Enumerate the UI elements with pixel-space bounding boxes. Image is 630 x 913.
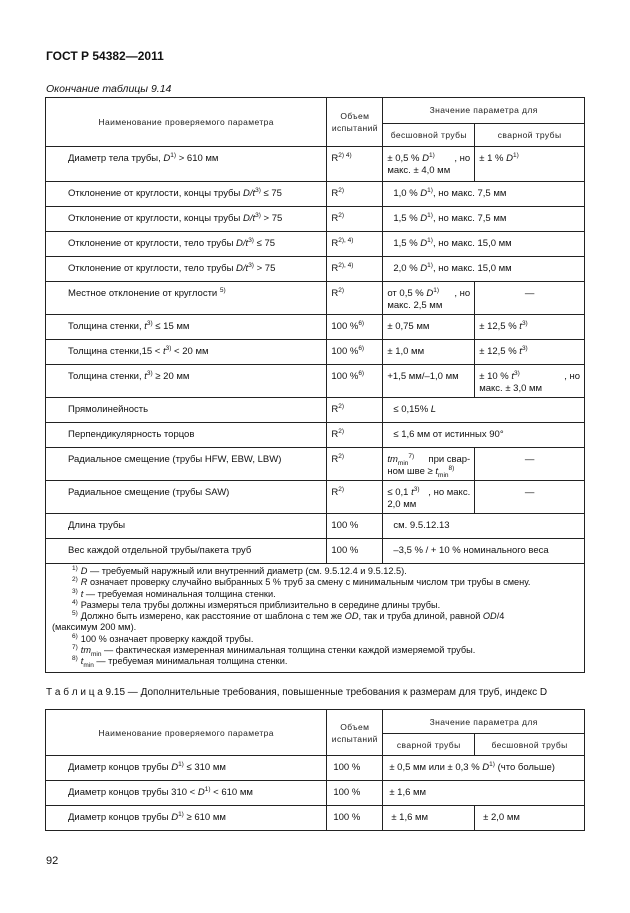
text-vol_sup: 2) xyxy=(338,186,345,194)
param-cell xyxy=(46,257,327,282)
param-cell xyxy=(46,315,327,340)
text-span1: 2,0 % xyxy=(393,263,421,274)
text-a1: ± 0,75 мм xyxy=(387,321,430,332)
text-p1: Диаметр концов трубы 310 < xyxy=(68,787,198,798)
text-p_i: t xyxy=(163,346,166,357)
text-vol: 100 % xyxy=(333,812,361,823)
text-p_i: t xyxy=(144,371,147,382)
text-vol: R xyxy=(331,487,339,498)
col-seamless-header: бесшовной трубы xyxy=(383,123,475,146)
text-p_sup: 3) xyxy=(165,344,172,352)
text-sup: 2) xyxy=(72,576,78,584)
text-vol: R xyxy=(331,263,339,274)
col-welded-header: сварной трубы xyxy=(475,123,585,146)
col-volume-header: Объем испытаний xyxy=(327,98,383,147)
value-cell xyxy=(383,539,585,564)
text-a1: ± 0,5 % xyxy=(387,153,423,164)
text-vol: R xyxy=(331,454,339,465)
text-p1: Толщина стенки,15 < xyxy=(68,346,163,357)
volume-cell xyxy=(327,423,383,448)
text-span_i: D xyxy=(420,238,428,249)
text-text: — требуемая номинальная толщина стенки. xyxy=(83,588,276,599)
text-a_i: D xyxy=(426,288,434,299)
volume-cell xyxy=(327,340,383,365)
value-cell xyxy=(383,514,585,539)
text-p2: ≥ 610 мм xyxy=(183,812,226,823)
text-text: Должно быть измерено, как расстояние от шаблона с тем же xyxy=(80,611,345,622)
text-p1: Длина трубы xyxy=(68,520,126,531)
text-a2: при свар- xyxy=(428,454,471,465)
footnote xyxy=(52,611,578,622)
text-p2: < 20 мм xyxy=(171,346,209,357)
t2-col-volume-header: Объем испытаний xyxy=(327,710,383,756)
t2-col-param-header: Наименование проверяемого параметра xyxy=(46,710,327,756)
text-p2: < 610 мм xyxy=(210,787,253,798)
text-span1: 1,0 % xyxy=(393,188,421,199)
text-text2: , так и труба длиной, равной xyxy=(358,611,483,622)
table-9-14 xyxy=(45,97,585,673)
value-cell xyxy=(383,756,585,781)
text-vol: 100 % xyxy=(331,321,359,332)
text-a_sup: 7) xyxy=(408,452,415,460)
volume-cell xyxy=(327,481,383,514)
text-a_sup: 1) xyxy=(433,286,440,294)
text-b_sup: 1) xyxy=(512,151,519,159)
text-p_sup: 1) xyxy=(178,810,184,818)
table-row xyxy=(46,539,585,564)
caption-prefix: Т а б л и ц а 9.15 xyxy=(46,687,126,698)
text-a1: +1,5 мм/–1,0 мм xyxy=(387,371,459,382)
welded-value-cell xyxy=(475,448,585,481)
table-row xyxy=(46,207,585,232)
welded-value-cell xyxy=(475,282,585,315)
param-cell xyxy=(46,481,327,514)
text-span1: ± 1,6 мм xyxy=(389,787,427,798)
text-p_i: D/t xyxy=(236,238,249,249)
text-sup: 1) xyxy=(72,564,78,572)
table-row xyxy=(46,756,585,781)
welded-value-cell xyxy=(383,806,475,831)
text-a2: , но макс. xyxy=(428,487,471,498)
text-span_sup: 1) xyxy=(427,261,433,269)
param-cell xyxy=(46,282,327,315)
text-b_sup: 3) xyxy=(514,369,520,377)
text-p_i: D/t xyxy=(242,188,256,199)
text-i: R xyxy=(80,577,88,588)
footnote xyxy=(52,634,578,645)
text-vol: 100 % xyxy=(331,371,359,382)
param-cell xyxy=(46,398,327,423)
text-vol: 100 % xyxy=(331,520,359,531)
text-span_sup: 1) xyxy=(427,186,433,194)
welded-value-cell xyxy=(475,365,585,398)
text-text3: /4 xyxy=(496,611,505,622)
text-p1: Диаметр тела трубы, xyxy=(68,153,164,164)
footnote xyxy=(52,577,578,588)
text-vol: R xyxy=(331,429,339,440)
param-cell xyxy=(46,423,327,448)
text-p_sup: 3) xyxy=(255,211,261,219)
text-a_i: t xyxy=(411,487,414,498)
text-p_i: D xyxy=(163,153,171,164)
text-a3_sub: min xyxy=(438,471,449,479)
welded-value-cell xyxy=(475,147,585,182)
volume-cell xyxy=(327,756,383,781)
text-p_i: t xyxy=(144,321,147,332)
text-p_sup: 3) xyxy=(146,369,153,377)
text-vol: 100 % xyxy=(331,545,359,556)
param-cell xyxy=(46,182,327,207)
text-b1: — xyxy=(524,454,535,465)
text-b3: макс. ± 3,0 мм xyxy=(479,383,543,394)
text-b_i: t xyxy=(519,321,522,332)
table-row xyxy=(46,232,585,257)
text-b1: ± 10 % xyxy=(479,371,512,382)
text-span1: ≤ 0,15% xyxy=(393,404,431,415)
value-cell xyxy=(383,257,585,282)
text-vol_sup: 2), 4) xyxy=(338,261,354,269)
text-p_sup: 3) xyxy=(146,319,153,327)
text-vol: 100 % xyxy=(333,762,361,773)
text-text: Размеры тела трубы должны измеряться приблизительно в середине длины трубы. xyxy=(80,599,441,610)
text-text: — требуемая минимальная толщина стенки. xyxy=(93,656,288,667)
text-p2: ≤ 75 xyxy=(260,188,282,199)
table-row xyxy=(46,423,585,448)
text-p_sup: 5) xyxy=(219,286,226,294)
volume-cell xyxy=(327,207,383,232)
volume-cell xyxy=(327,257,383,282)
text-span2: , но макс. 7,5 мм xyxy=(432,188,507,199)
text-span1: см. 9.5.12.13 xyxy=(393,520,450,531)
table-row xyxy=(46,315,585,340)
footnote xyxy=(52,589,578,600)
text-b1: ± 2,0 мм xyxy=(483,812,520,823)
text-a_i: D xyxy=(422,153,430,164)
text-p2: ≤ 310 мм xyxy=(183,762,226,773)
seamless-value-cell xyxy=(383,282,475,315)
value-cell xyxy=(383,781,585,806)
t2-col-value-header: Значение параметра для xyxy=(383,710,585,734)
param-cell xyxy=(46,448,327,481)
seamless-value-cell xyxy=(383,448,475,481)
value-cell xyxy=(383,232,585,257)
text-span1: 1,5 % xyxy=(393,238,421,249)
text-vol_sup: 6) xyxy=(358,344,365,352)
text-span2: (что больше) xyxy=(494,762,555,773)
text-a3: макс. 2,5 мм xyxy=(387,300,443,311)
seamless-value-cell xyxy=(383,481,475,514)
table-row xyxy=(46,398,585,423)
volume-cell xyxy=(327,514,383,539)
text-vol_sup: 2) xyxy=(338,427,345,435)
text-sub: min xyxy=(91,650,102,658)
text-span1: –3,5 % / + 10 % номинального веса xyxy=(393,545,549,556)
table-row xyxy=(46,448,585,481)
text-span_i: D xyxy=(420,263,428,274)
page-number: 92 xyxy=(46,855,59,867)
table-row xyxy=(46,365,585,398)
table-row xyxy=(46,806,585,831)
seamless-value-cell xyxy=(383,340,475,365)
volume-cell xyxy=(327,448,383,481)
text-i: tm xyxy=(80,645,91,656)
text-span_i: D xyxy=(420,188,428,199)
text-a2: , но xyxy=(454,153,471,164)
volume-cell xyxy=(327,182,383,207)
text-a3: ном шве ≥ xyxy=(387,466,436,477)
text-vol_sup: 2) xyxy=(338,452,345,460)
text-span2: , но макс. 15,0 мм xyxy=(432,263,512,274)
text-i: t xyxy=(80,656,84,667)
seamless-value-cell xyxy=(383,315,475,340)
footnote xyxy=(52,622,578,633)
table-9-15 xyxy=(45,709,585,831)
text-text: 100 % означает проверку каждой трубы. xyxy=(80,633,254,644)
welded-value-cell xyxy=(475,315,585,340)
text-i2: OD xyxy=(344,611,359,622)
text-i: t xyxy=(80,588,84,599)
text-p2: > 75 xyxy=(260,213,283,224)
text-a1: ± 1,0 мм xyxy=(387,346,425,357)
text-a_i: tm xyxy=(387,454,398,465)
text-b1: ± 1 % xyxy=(479,153,507,164)
footnote xyxy=(52,566,578,577)
value-cell xyxy=(383,207,585,232)
text-p_sup: 3) xyxy=(248,236,254,244)
volume-cell xyxy=(327,315,383,340)
text-vol_sup: 2) 4) xyxy=(338,151,352,159)
text-p1: Отклонение от круглости, концы трубы xyxy=(68,213,243,224)
text-span1: ± 0,5 мм или ± 0,3 % xyxy=(389,762,483,773)
param-cell xyxy=(46,514,327,539)
col-value-header: Значение параметра для xyxy=(383,98,585,124)
text-a_sup: 3) xyxy=(413,485,420,493)
text-vol: 100 % xyxy=(331,346,359,357)
text-b_sup: 3) xyxy=(521,344,528,352)
text-text: означает проверку случайно выбранных 5 % труб за смену с минимальным числом три трубы в смену. xyxy=(87,577,531,588)
text-b1: ± 12,5 % xyxy=(479,321,520,332)
text-p1: Диаметр концов трубы xyxy=(68,762,172,773)
t2-col-seamless-header: бесшовной трубы xyxy=(475,734,585,756)
text-vol: R xyxy=(331,153,339,164)
volume-cell xyxy=(327,147,383,182)
table-row xyxy=(46,147,585,182)
table-row xyxy=(46,340,585,365)
table-header-row xyxy=(46,98,585,124)
text-a1: ± 1,6 мм xyxy=(391,812,429,823)
text-p2: ≥ 20 мм xyxy=(152,371,190,382)
text-p1: Отклонение от круглости, тело трубы xyxy=(68,263,237,274)
text-p_sup: 1) xyxy=(204,785,211,793)
text-vol: R xyxy=(331,288,339,299)
param-cell xyxy=(46,340,327,365)
text-sup: 5) xyxy=(72,610,78,618)
text-a1: от 0,5 % xyxy=(387,288,427,299)
welded-value-cell xyxy=(475,481,585,514)
text-span_sup: 1) xyxy=(427,236,433,244)
text-vol: R xyxy=(331,188,339,199)
text-a3_sup: 8) xyxy=(448,464,455,472)
text-b_i: t xyxy=(519,346,522,357)
text-a_sup: 1) xyxy=(429,151,435,159)
table-footnotes xyxy=(46,564,585,673)
param-cell xyxy=(46,806,327,831)
text-p_sup: 1) xyxy=(178,760,184,768)
seamless-value-cell xyxy=(475,806,585,831)
footnote xyxy=(52,600,578,611)
text-sup: 7) xyxy=(72,644,78,652)
text-p1: Перпендикулярность торцов xyxy=(68,429,195,440)
text-span1: ≤ 1,6 мм от истинных 90° xyxy=(393,429,504,440)
text-text: (максимум 200 мм). xyxy=(52,622,137,633)
text-p2: > 610 мм xyxy=(176,153,219,164)
text-p1: Диаметр концов трубы xyxy=(68,812,172,823)
text-p_i: D xyxy=(171,812,179,823)
footnote xyxy=(52,655,578,670)
text-vol: R xyxy=(331,213,339,224)
text-p1: Местное отклонение от круглости xyxy=(68,288,220,299)
text-p2: ≤ 15 мм xyxy=(152,321,190,332)
table-row xyxy=(46,781,585,806)
seamless-value-cell xyxy=(383,147,475,182)
text-sup: 8) xyxy=(72,655,78,663)
param-cell xyxy=(46,756,327,781)
text-p_i: D xyxy=(171,762,179,773)
text-text: — фактическая измеренная минимальная толщина стенки каждой измеряемой трубы. xyxy=(101,645,476,656)
table-row xyxy=(46,282,585,315)
text-p1: Радиальное смещение (трубы SAW) xyxy=(68,487,230,498)
footnote xyxy=(52,645,578,656)
text-b1: ± 12,5 % xyxy=(479,346,520,357)
volume-cell xyxy=(327,232,383,257)
text-p_sup: 3) xyxy=(248,261,254,269)
text-span_i: D xyxy=(482,762,490,773)
text-b_i: D xyxy=(506,153,513,164)
text-p1: Толщина стенки, xyxy=(68,371,145,382)
text-vol: R xyxy=(331,238,339,249)
text-a3_i: t xyxy=(435,466,439,477)
text-a_sub: min xyxy=(397,459,409,467)
volume-cell xyxy=(327,806,383,831)
volume-cell xyxy=(327,539,383,564)
text-span_i: D xyxy=(420,213,428,224)
volume-cell xyxy=(327,365,383,398)
text-p_sup: 1) xyxy=(170,151,177,159)
text-span_i: L xyxy=(430,404,437,415)
text-p1: Вес каждой отдельной трубы/пакета труб xyxy=(68,545,252,556)
text-span_sup: 1) xyxy=(489,760,495,768)
table-caption: Окончание таблицы 9.14 xyxy=(46,83,172,95)
text-p2: ≤ 75 xyxy=(253,238,276,249)
table-row xyxy=(46,514,585,539)
text-a2: , но xyxy=(454,288,471,299)
text-b1: — xyxy=(524,487,535,498)
text-vol_sup: 2) xyxy=(338,286,345,294)
text-span1: 1,5 % xyxy=(393,213,421,224)
param-cell xyxy=(46,207,327,232)
value-cell xyxy=(383,182,585,207)
t2-col-welded-header: сварной трубы xyxy=(383,734,475,756)
text-i: D xyxy=(80,566,88,576)
text-vol_sup: 2) xyxy=(338,402,345,410)
text-a3: 2,0 мм xyxy=(387,499,417,510)
param-cell xyxy=(46,232,327,257)
table-9-15-caption xyxy=(46,687,547,698)
text-vol_sup: 6) xyxy=(358,319,365,327)
text-p_i: D/t xyxy=(242,213,256,224)
text-sup: 4) xyxy=(72,598,78,606)
text-vol_sup: 2), 4) xyxy=(338,236,354,244)
text-span2: , но макс. 15,0 мм xyxy=(432,238,512,249)
table-row xyxy=(46,257,585,282)
text-p1: Радиальное смещение (трубы HFW, EBW, LBW) xyxy=(68,454,282,465)
param-cell xyxy=(46,539,327,564)
text-vol: R xyxy=(331,404,339,415)
text-vol_sup: 2) xyxy=(338,485,345,493)
volume-cell xyxy=(327,781,383,806)
text-p1: Толщина стенки, xyxy=(68,321,145,332)
text-span_sup: 1) xyxy=(427,211,433,219)
text-p1: Прямолинейность xyxy=(68,404,149,415)
text-p1: Отклонение от круглости, концы трубы xyxy=(68,188,243,199)
text-a3: макс. ± 4,0 мм xyxy=(387,165,451,176)
text-vol_sup: 2) xyxy=(338,211,345,219)
text-b_i: t xyxy=(511,371,515,382)
value-cell xyxy=(383,398,585,423)
text-p2: > 75 xyxy=(253,263,276,274)
welded-value-cell xyxy=(475,340,585,365)
text-i3: OD xyxy=(482,611,497,622)
text-a1: ≤ 0,1 xyxy=(387,487,412,498)
text-b1: — xyxy=(524,288,535,299)
text-p_sup: 3) xyxy=(255,186,261,194)
text-sup: 6) xyxy=(72,632,78,640)
text-sup: 3) xyxy=(72,587,78,595)
volume-cell xyxy=(327,398,383,423)
param-cell xyxy=(46,147,327,182)
caption-text: — Дополнительные требования, повышенные требования к размерам для труб, индекс D xyxy=(125,687,548,698)
text-vol_sup: 6) xyxy=(358,369,365,377)
text-p_i: D/t xyxy=(236,263,249,274)
value-cell xyxy=(383,423,585,448)
text-text: — требуемый наружный или внутренний диаметр (см. 9.5.12.4 и 9.5.12.5). xyxy=(87,566,407,576)
param-cell xyxy=(46,365,327,398)
text-p1: Отклонение от круглости, тело трубы xyxy=(68,238,237,249)
text-vol: 100 % xyxy=(333,787,361,798)
seamless-value-cell xyxy=(383,365,475,398)
col-param-header: Наименование проверяемого параметра xyxy=(46,98,327,147)
text-b2: , но xyxy=(564,371,580,382)
table-row xyxy=(46,182,585,207)
text-sub: min xyxy=(83,662,94,670)
text-p_i: D xyxy=(197,787,205,798)
text-b_sup: 3) xyxy=(521,319,528,327)
volume-cell xyxy=(327,282,383,315)
param-cell xyxy=(46,781,327,806)
table2-header-row xyxy=(46,710,585,734)
table-row xyxy=(46,481,585,514)
document-header: ГОСТ Р 54382—2011 xyxy=(46,49,164,63)
text-span2: , но макс. 7,5 мм xyxy=(432,213,507,224)
